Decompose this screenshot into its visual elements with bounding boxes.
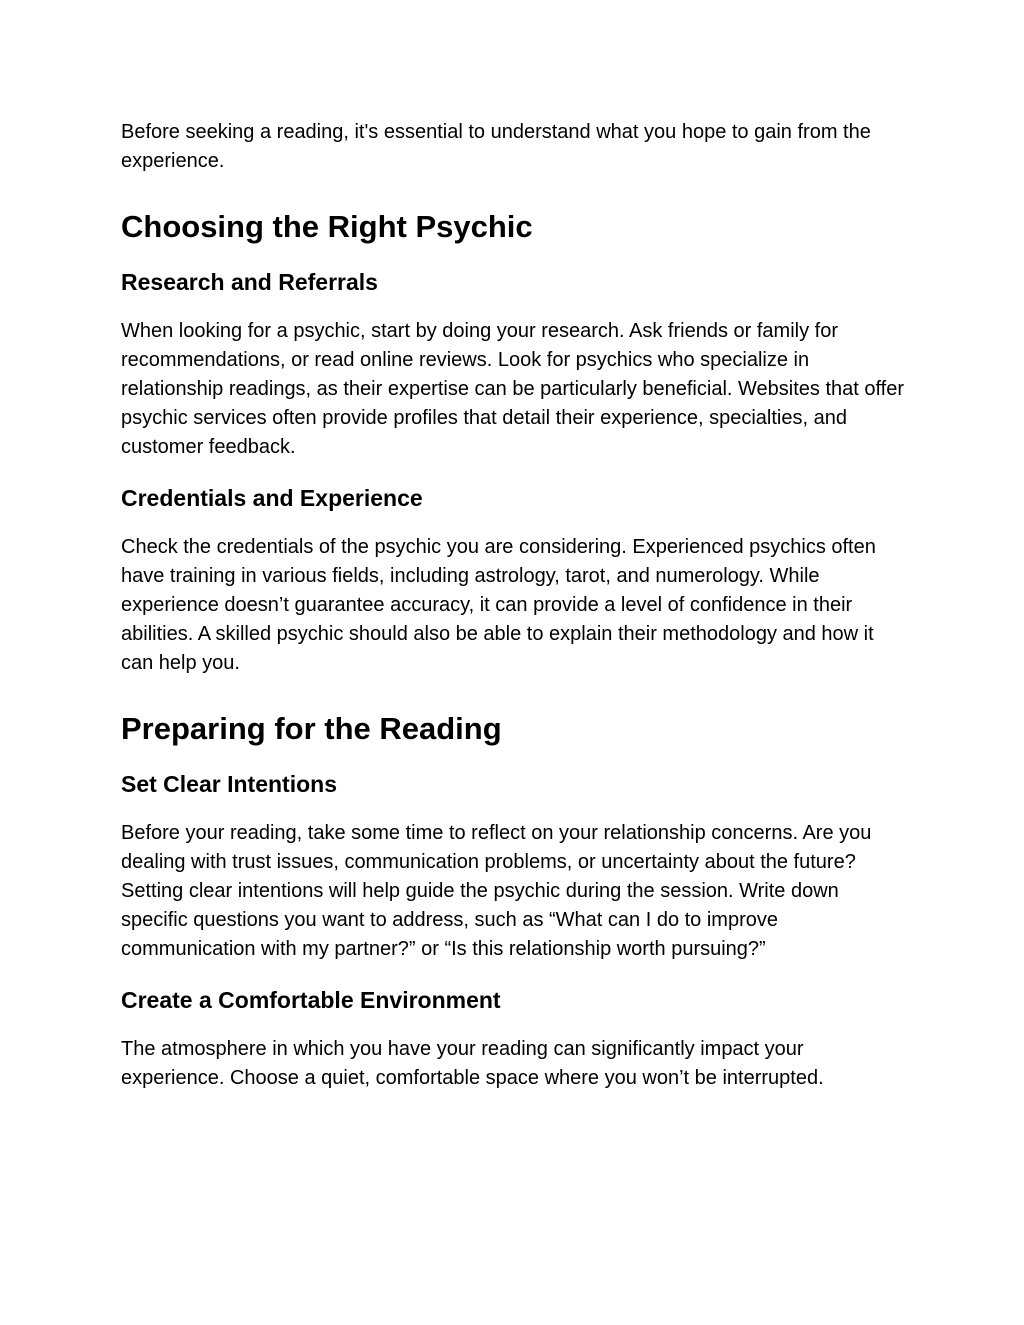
credentials-experience-paragraph: Check the credentials of the psychic you are considering. Experienced psychics often have training in various fields, including astrology, tarot, and numerology. While experience doesn’t guarantee accuracy, it can provide a level of confidence in their abilities. A skilled psychic should also be able to explain their methodology and how it can help you. xyxy=(121,536,876,674)
section-heading-preparing-reading: Preparing for the Reading xyxy=(121,711,502,746)
subsection-heading-set-clear-intentions: Set Clear Intentions xyxy=(121,771,337,797)
set-clear-intentions-paragraph: Before your reading, take some time to reflect on your relationship concerns. Are you dealing with trust issues, communication problems, or uncertainty about the future? Setting clear intentions will help guide the psychic during the session. Write down specific questions you want to address, such as “What can I do to improve communication with my partner?” or “Is this relationship worth pursuing?” xyxy=(121,822,872,960)
subsection-heading-research-referrals: Research and Referrals xyxy=(121,269,378,295)
comfortable-environment-paragraph: The atmosphere in which you have your reading can significantly impact your experience. Choose a quiet, comfortable space where you won’t be interrupted. xyxy=(121,1038,824,1089)
subsection-heading-comfortable-environment: Create a Comfortable Environment xyxy=(121,987,501,1013)
research-referrals-paragraph: When looking for a psychic, start by doing your research. Ask friends or family for recommendations, or read online reviews. Look for psychics who specialize in relationship readings, as their expertise can be particularly beneficial. Websites that offer psychic services often provide profiles that detail their experience, specialties, and customer feedback. xyxy=(121,320,905,458)
subsection-heading-credentials-experience: Credentials and Experience xyxy=(121,485,423,511)
document-page xyxy=(121,118,911,1093)
intro-paragraph: Before seeking a reading, it's essential to understand what you hope to gain from the experience. xyxy=(121,121,871,172)
section-heading-choosing-psychic: Choosing the Right Psychic xyxy=(121,209,533,244)
